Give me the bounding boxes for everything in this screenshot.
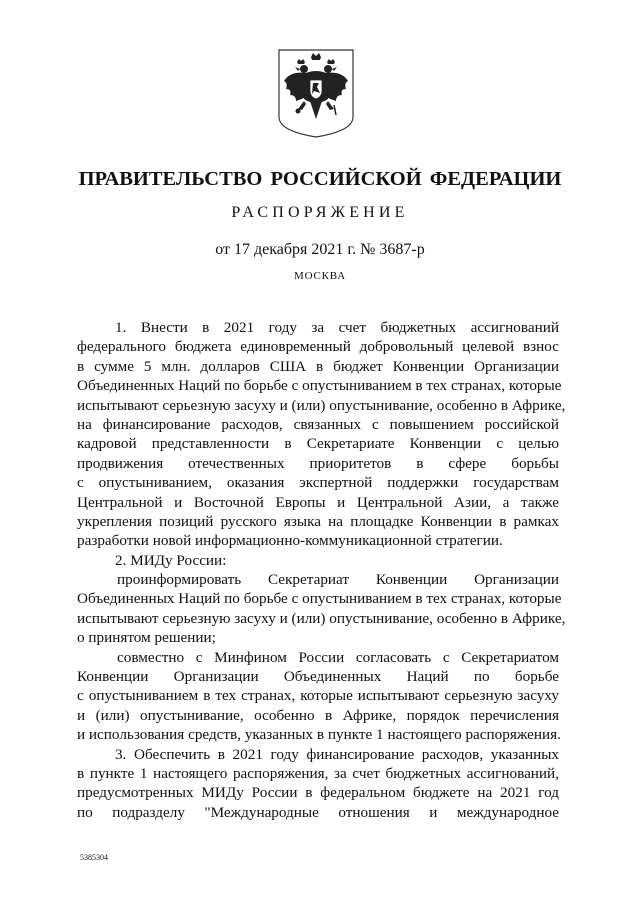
text-line: в сумме 5 млн. долларов США в бюджет Конвенции Организации	[77, 357, 559, 375]
text-line: федерального бюджета единовременный добровольный целевой взнос	[77, 338, 559, 356]
text-line: с опустыниванием в тех странах, которые испытывают серьезную засуху	[77, 687, 559, 705]
text-line: разработки новой информационно-коммуникационной стратегии.	[77, 532, 503, 550]
text-line: о принятом решении;	[77, 629, 216, 647]
text-line: совместно с Минфином России согласовать с Секретариатом	[117, 648, 559, 666]
coat-of-arms-emblem	[276, 47, 356, 139]
text-line: Объединенных Наций по борьбе с опустыниванием в тех странах, которые	[77, 377, 562, 395]
document-type: РАСПОРЯЖЕНИЕ	[231, 204, 409, 221]
text-line: Объединенных Наций по борьбе с опустыниванием в тех странах, которые	[77, 590, 562, 608]
text-line: с опустыниванием, оказания экспертной поддержки государствам	[77, 474, 559, 492]
document-city: МОСКВА	[294, 270, 346, 282]
text-line: по подразделу "Международные отношения и международное	[77, 803, 559, 821]
government-title: ПРАВИТЕЛЬСТВО РОССИЙСКОЙ ФЕДЕРАЦИИ	[78, 168, 562, 190]
text-line: 2. МИДу России:	[115, 551, 227, 569]
text-line: укрепления позиций русского языка на площадке Конвенции в рамках	[77, 512, 559, 530]
text-line: 1. Внести в 2021 году за счет бюджетных ассигнований	[115, 319, 559, 336]
text-line: и (или) опустынивание, особенно в Африке, порядок перечисления	[77, 706, 559, 724]
text-line: Центральной и Восточной Европы и Центральной Азии, а также	[77, 493, 559, 511]
text-line: кадровой представленности в Секретариате Конвенции с целью	[77, 435, 559, 453]
double-headed-eagle-icon	[276, 47, 356, 139]
text-line: предусмотренных МИДу России в федеральном бюджете на 2021 год	[77, 784, 559, 802]
document-code: 5385304	[80, 853, 108, 862]
document-body	[77, 318, 566, 822]
text-line: и использования средств, указанных в пункте 1 настоящего распоряжения.	[77, 726, 561, 744]
text-line: продвижения отечественных приоритетов в сфере борьбы	[77, 454, 559, 472]
text-line: испытывают серьезную засуху и (или) опустынивание, особенно в Африке,	[77, 609, 566, 627]
text-line: испытывают серьезную засуху и (или) опустынивание, особенно в Африке,	[77, 396, 566, 414]
text-line: в пункте 1 настоящего распоряжения, за счет бюджетных ассигнований,	[77, 764, 559, 782]
text-line: Конвенции Организации Объединенных Наций по борьбе	[77, 668, 559, 686]
text-line: проинформировать Секретариат Конвенции Организации	[117, 571, 559, 589]
text-line: 3. Обеспечить в 2021 году финансирование расходов, указанных	[115, 745, 559, 763]
text-line: на финансирование расходов, связанных с повышением российской	[77, 415, 559, 433]
document-date-number: от 17 декабря 2021 г. № 3687-р	[215, 241, 425, 258]
